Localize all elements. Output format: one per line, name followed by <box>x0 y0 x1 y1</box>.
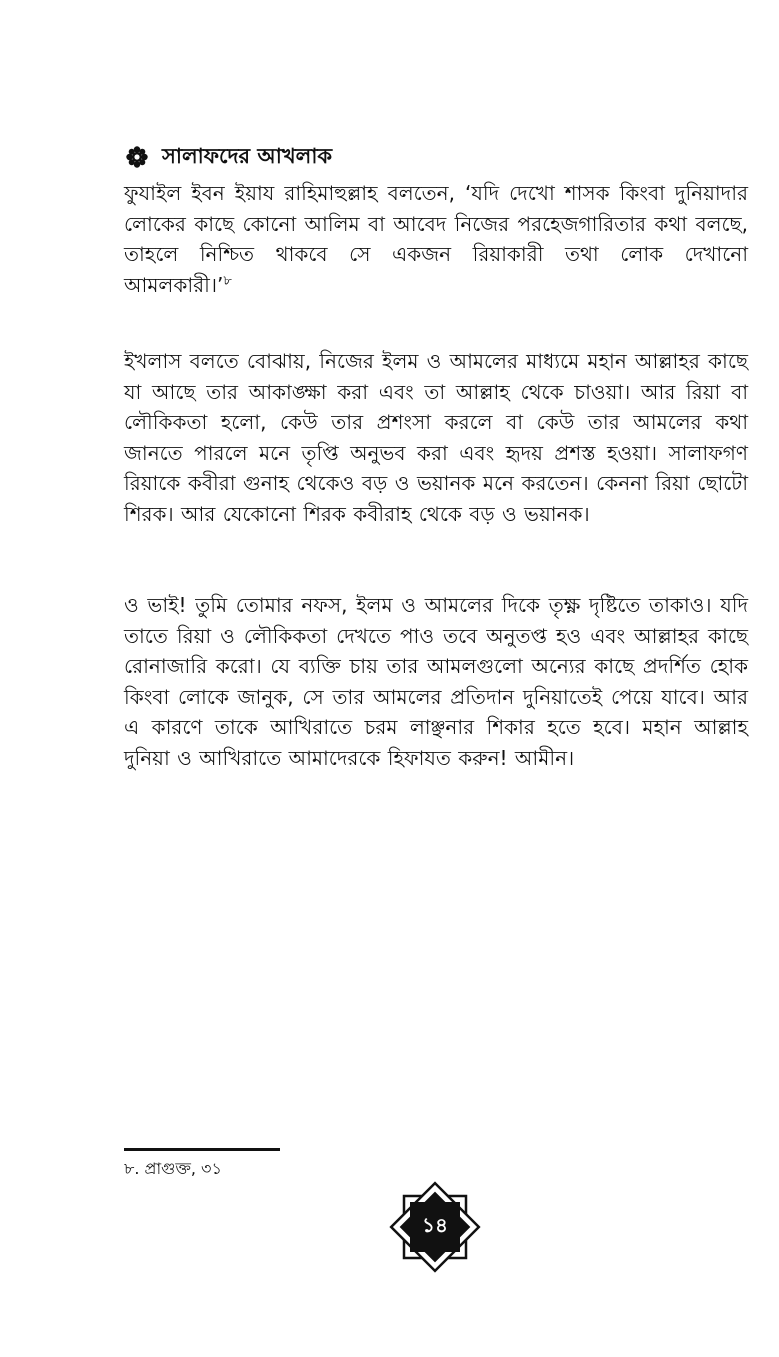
section-heading <box>126 140 332 174</box>
footnote-text: ৮. প্রাগুক্ত, ৩১ <box>124 1159 222 1178</box>
flower-ornament-icon <box>126 146 148 168</box>
footnote-divider <box>124 1148 280 1151</box>
paragraph-ikhlas: ইখলাস বলতে বোঝায়, নিজের ইলম ও আমলের মাধ্যমে মহান আল্লাহর কাছে যা আছে তার আকাঙ্ক্ষা করা এবং তা আল্লাহ থেকে চাওয়া। আর রিয়া বা লৌকিকতা হলো, কেউ তার প্রশংসা করলে বা কেউ তার আমলের কথা জানতে পারলে মনে তৃপ্তি অনুভব করা এবং হৃদয় প্রশস্ত হওয়া। সালাফগণ রিয়াকে কবীরা গুনাহ থেকেও বড় ও ভয়ানক মনে করতেন। কেননা রিয়া ছোটো শিরক। আর যেকোনো শিরক কবীরাহ থেকে বড় ও ভয়ানক। <box>124 349 748 526</box>
paragraph-quote <box>124 178 748 300</box>
paragraph-quote-text: ফুযাইল ইবন ইয়ায রাহিমাহুল্লাহ বলতেন, ‘যদি দেখো শাসক কিংবা দুনিয়াদার লোকের কাছে কোনো আলিম বা আবেদ নিজের পরহেজগারিতার কথা বলছে, তাহলে নিশ্চিত থাকবে সে একজন রিয়াকারী তথা লোক দেখানো আমলকারী।’ <box>124 181 748 297</box>
paragraph-advice: ও ভাই! তুমি তোমার নফস, ইলম ও আমলের দিকে তৃক্ষ্ণ দৃষ্টিতে তাকাও। যদি তাতে রিয়া ও লৌকিকতা দেখতে পাও তবে অনুতপ্ত হও এবং আল্লাহর কাছে রোনাজারি করো। যে ব্যক্তি চায় তার আমলগুলো অন্যের কাছে প্রদর্শিত হোক কিংবা লোকে জানুক, সে তার আমলের প্রতিদান দুনিয়াতেই পেয়ে যাবে। আর এ কারণে তাকে আখিরাতে চরম লাঞ্ছনার শিকার হতে হবে। মহান আল্লাহ দুনিয়া ও আখিরাতে আমাদেরকে হিফাযত করুন! আমীন। <box>124 593 748 770</box>
section-heading-text: সালাফদের আখলাক <box>162 143 333 168</box>
footnote-reference: ৮ <box>223 272 232 288</box>
page-number: ১৪ <box>422 1212 448 1237</box>
